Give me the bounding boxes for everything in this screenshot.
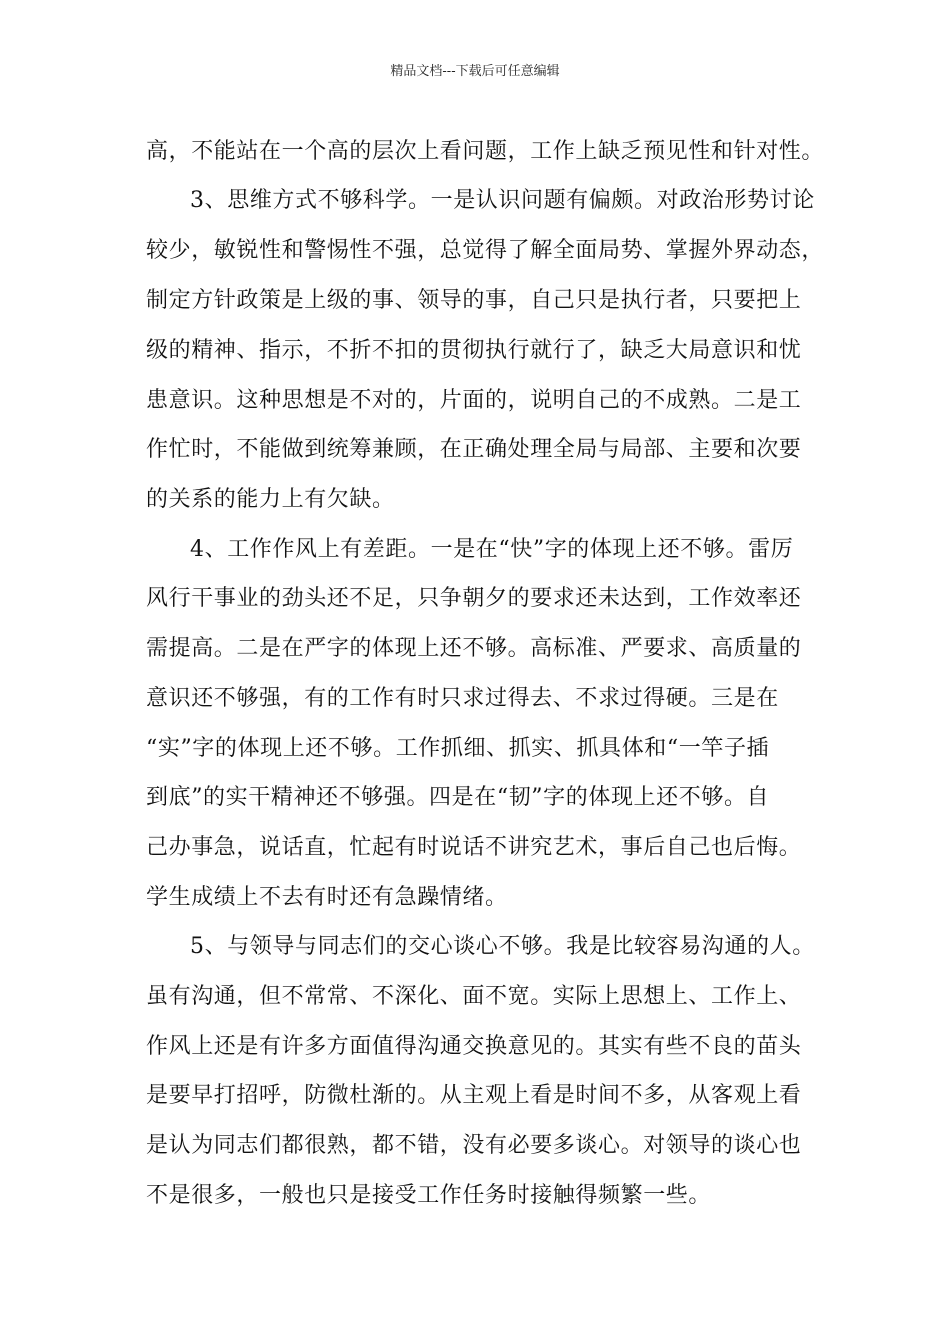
body-line: 3、思维方式不够科学。一是认识问题有偏颇。对政治形势讨论 <box>190 188 815 213</box>
body-line: 5、与领导与同志们的交心谈心不够。我是比较容易沟通的人。 <box>190 934 815 959</box>
body-line: 制定方针政策是上级的事、领导的事，自己只是执行者，只要把上 <box>146 288 802 313</box>
body-line: 是要早打招呼，防微杜渐的。从主观上看是时间不多，从客观上看 <box>146 1083 802 1108</box>
body-line: 是认为同志们都很熟，都不错，没有必要多谈心。对领导的谈心也 <box>146 1133 802 1158</box>
page-header: 精品文档---下载后可任意编辑 <box>390 64 560 79</box>
body-line: 的关系的能力上有欠缺。 <box>146 487 395 512</box>
body-line: 高，不能站在一个高的层次上看问题，工作上缺乏预见性和针对性。 <box>146 139 825 164</box>
body-line: 需提高。二是在严字的体现上还不够。高标准、严要求、高质量的 <box>146 636 802 661</box>
body-line: 学生成绩上不去有时还有急躁情绪。 <box>146 885 508 910</box>
body-line: 意识还不够强，有的工作有时只求过得去、不求过得硬。三是在 <box>146 686 779 711</box>
body-line: 风行干事业的劲头还不足，只争朝夕的要求还未达到，工作效率还 <box>146 586 802 611</box>
body-line: 作风上还是有许多方面值得沟通交换意见的。其实有些不良的苗头 <box>146 1034 802 1059</box>
body-line: 级的精神、指示，不折不扣的贯彻执行就行了，缺乏大局意识和忧 <box>146 338 802 363</box>
body-line: 不是很多，一般也只是接受工作任务时接触得频繁一些。 <box>146 1183 712 1208</box>
body-line: “实”字的体现上还不够。工作抓细、抓实、抓具体和“一竿子插 <box>146 736 770 761</box>
body-line: 作忙时，不能做到统筹兼顾，在正确处理全局与局部、主要和次要 <box>146 437 802 462</box>
body-line: 患意识。这种思想是不对的，片面的，说明自己的不成熟。二是工 <box>146 388 802 413</box>
body-line: 己办事急，说话直，忙起有时说话不讲究艺术，事后自己也后悔。 <box>146 835 802 860</box>
body-line: 到底”的实干精神还不够强。四是在“韧”字的体现上还不够。自 <box>146 785 770 810</box>
body-line: 较少，敏锐性和警惕性不强，总觉得了解全面局势、掌握外界动态， <box>146 238 825 263</box>
body-line: 4、工作作风上有差距。一是在“快”字的体现上还不够。雷厉 <box>190 537 794 562</box>
body-line: 虽有沟通，但不常常、不深化、面不宽。实际上思想上、工作上、 <box>146 984 802 1009</box>
